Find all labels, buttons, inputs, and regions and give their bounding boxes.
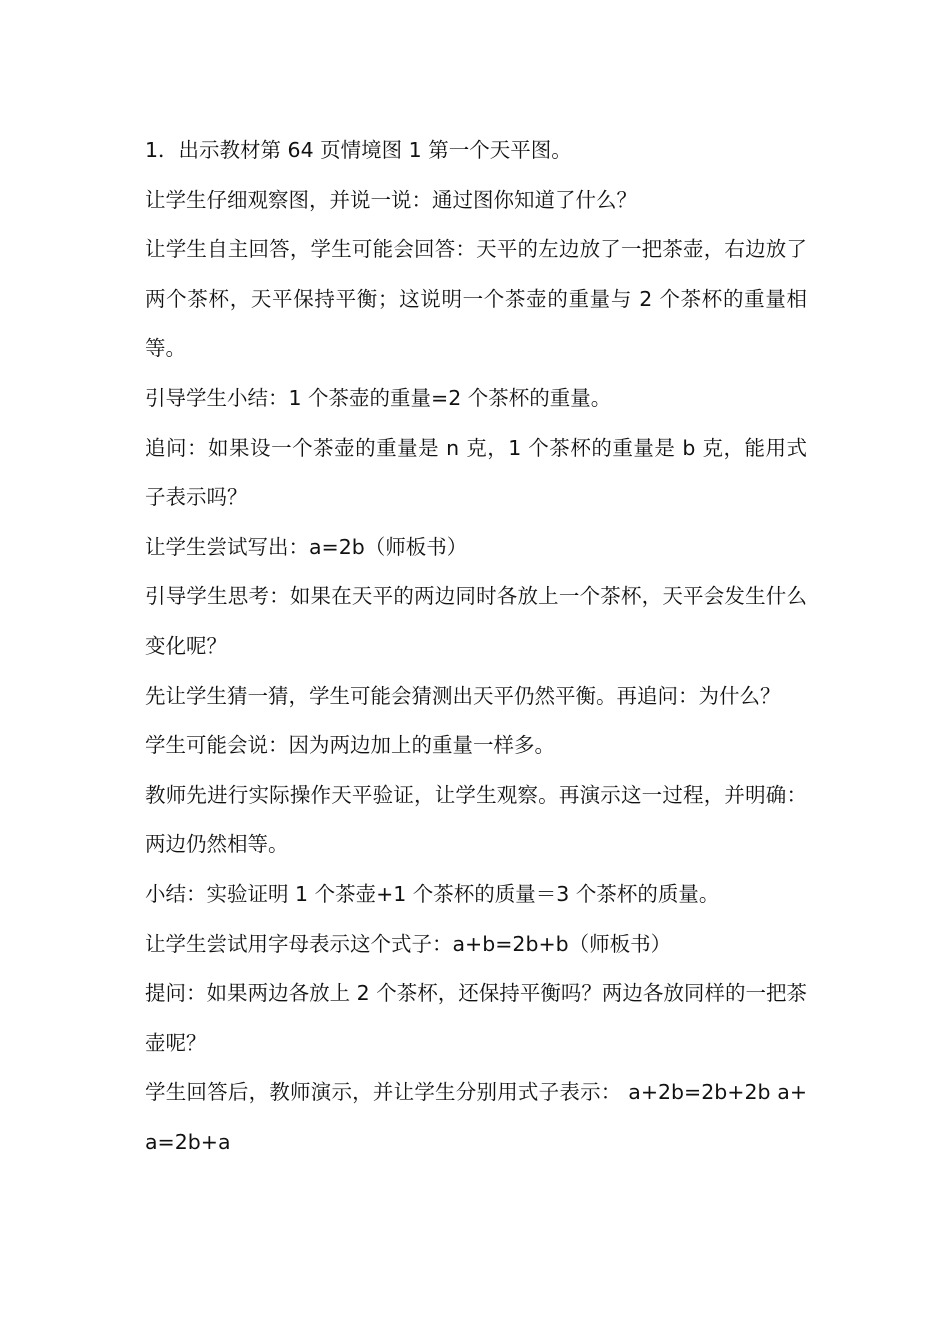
paragraph-6: 让学生尝试写出：a=2b（师板书） [145,534,468,559]
paragraph-3: 让学生自主回答，学生可能会回答：天平的左边放了一把茶壶，右边放了两个茶杯，天平保持平衡；这说明一个茶壶的重量与 2 个茶杯的重量相等。 [145,237,807,361]
paragraph-5: 追问：如果设一个茶壶的重量是 n 克，1 个茶杯的重量是 b 克，能用式子表示吗？ [145,435,807,510]
paragraph-4: 引导学生小结：1 个茶壶的重量=2 个茶杯的重量。 [145,385,612,410]
paragraph-12: 让学生尝试用字母表示这个式子：a+b=2b+b（师板书） [145,931,672,956]
paragraph-10: 教师先进行实际操作天平验证，让学生观察。再演示这一过程，并明确：两边仍然相等。 [145,782,807,857]
paragraph-9: 学生可能会说：因为两边加上的重量一样多。 [145,733,555,758]
paragraph-1: 1．出示教材第 64 页情境图 1 第一个天平图。 [145,138,572,162]
paragraph-8: 先让学生猜一猜，学生可能会猜测出天平仍然平衡。再追问：为什么？ [145,683,781,708]
document-body [145,126,807,1167]
paragraph-14: 学生回答后，教师演示，并让学生分别用式子表示： a+2b=2b+2b a+a=2b+a [145,1080,807,1154]
paragraph-13: 提问：如果两边各放上 2 个茶杯，还保持平衡吗？两边各放同样的一把茶壶呢？ [145,981,807,1055]
paragraph-2: 让学生仔细观察图，并说一说：通过图你知道了什么？ [145,187,637,212]
paragraph-7: 引导学生思考：如果在天平的两边同时各放上一个茶杯，天平会发生什么变化呢？ [145,584,807,658]
paragraph-11: 小结：实验证明 1 个茶壶+1 个茶杯的质量＝3 个茶杯的质量。 [145,881,720,906]
